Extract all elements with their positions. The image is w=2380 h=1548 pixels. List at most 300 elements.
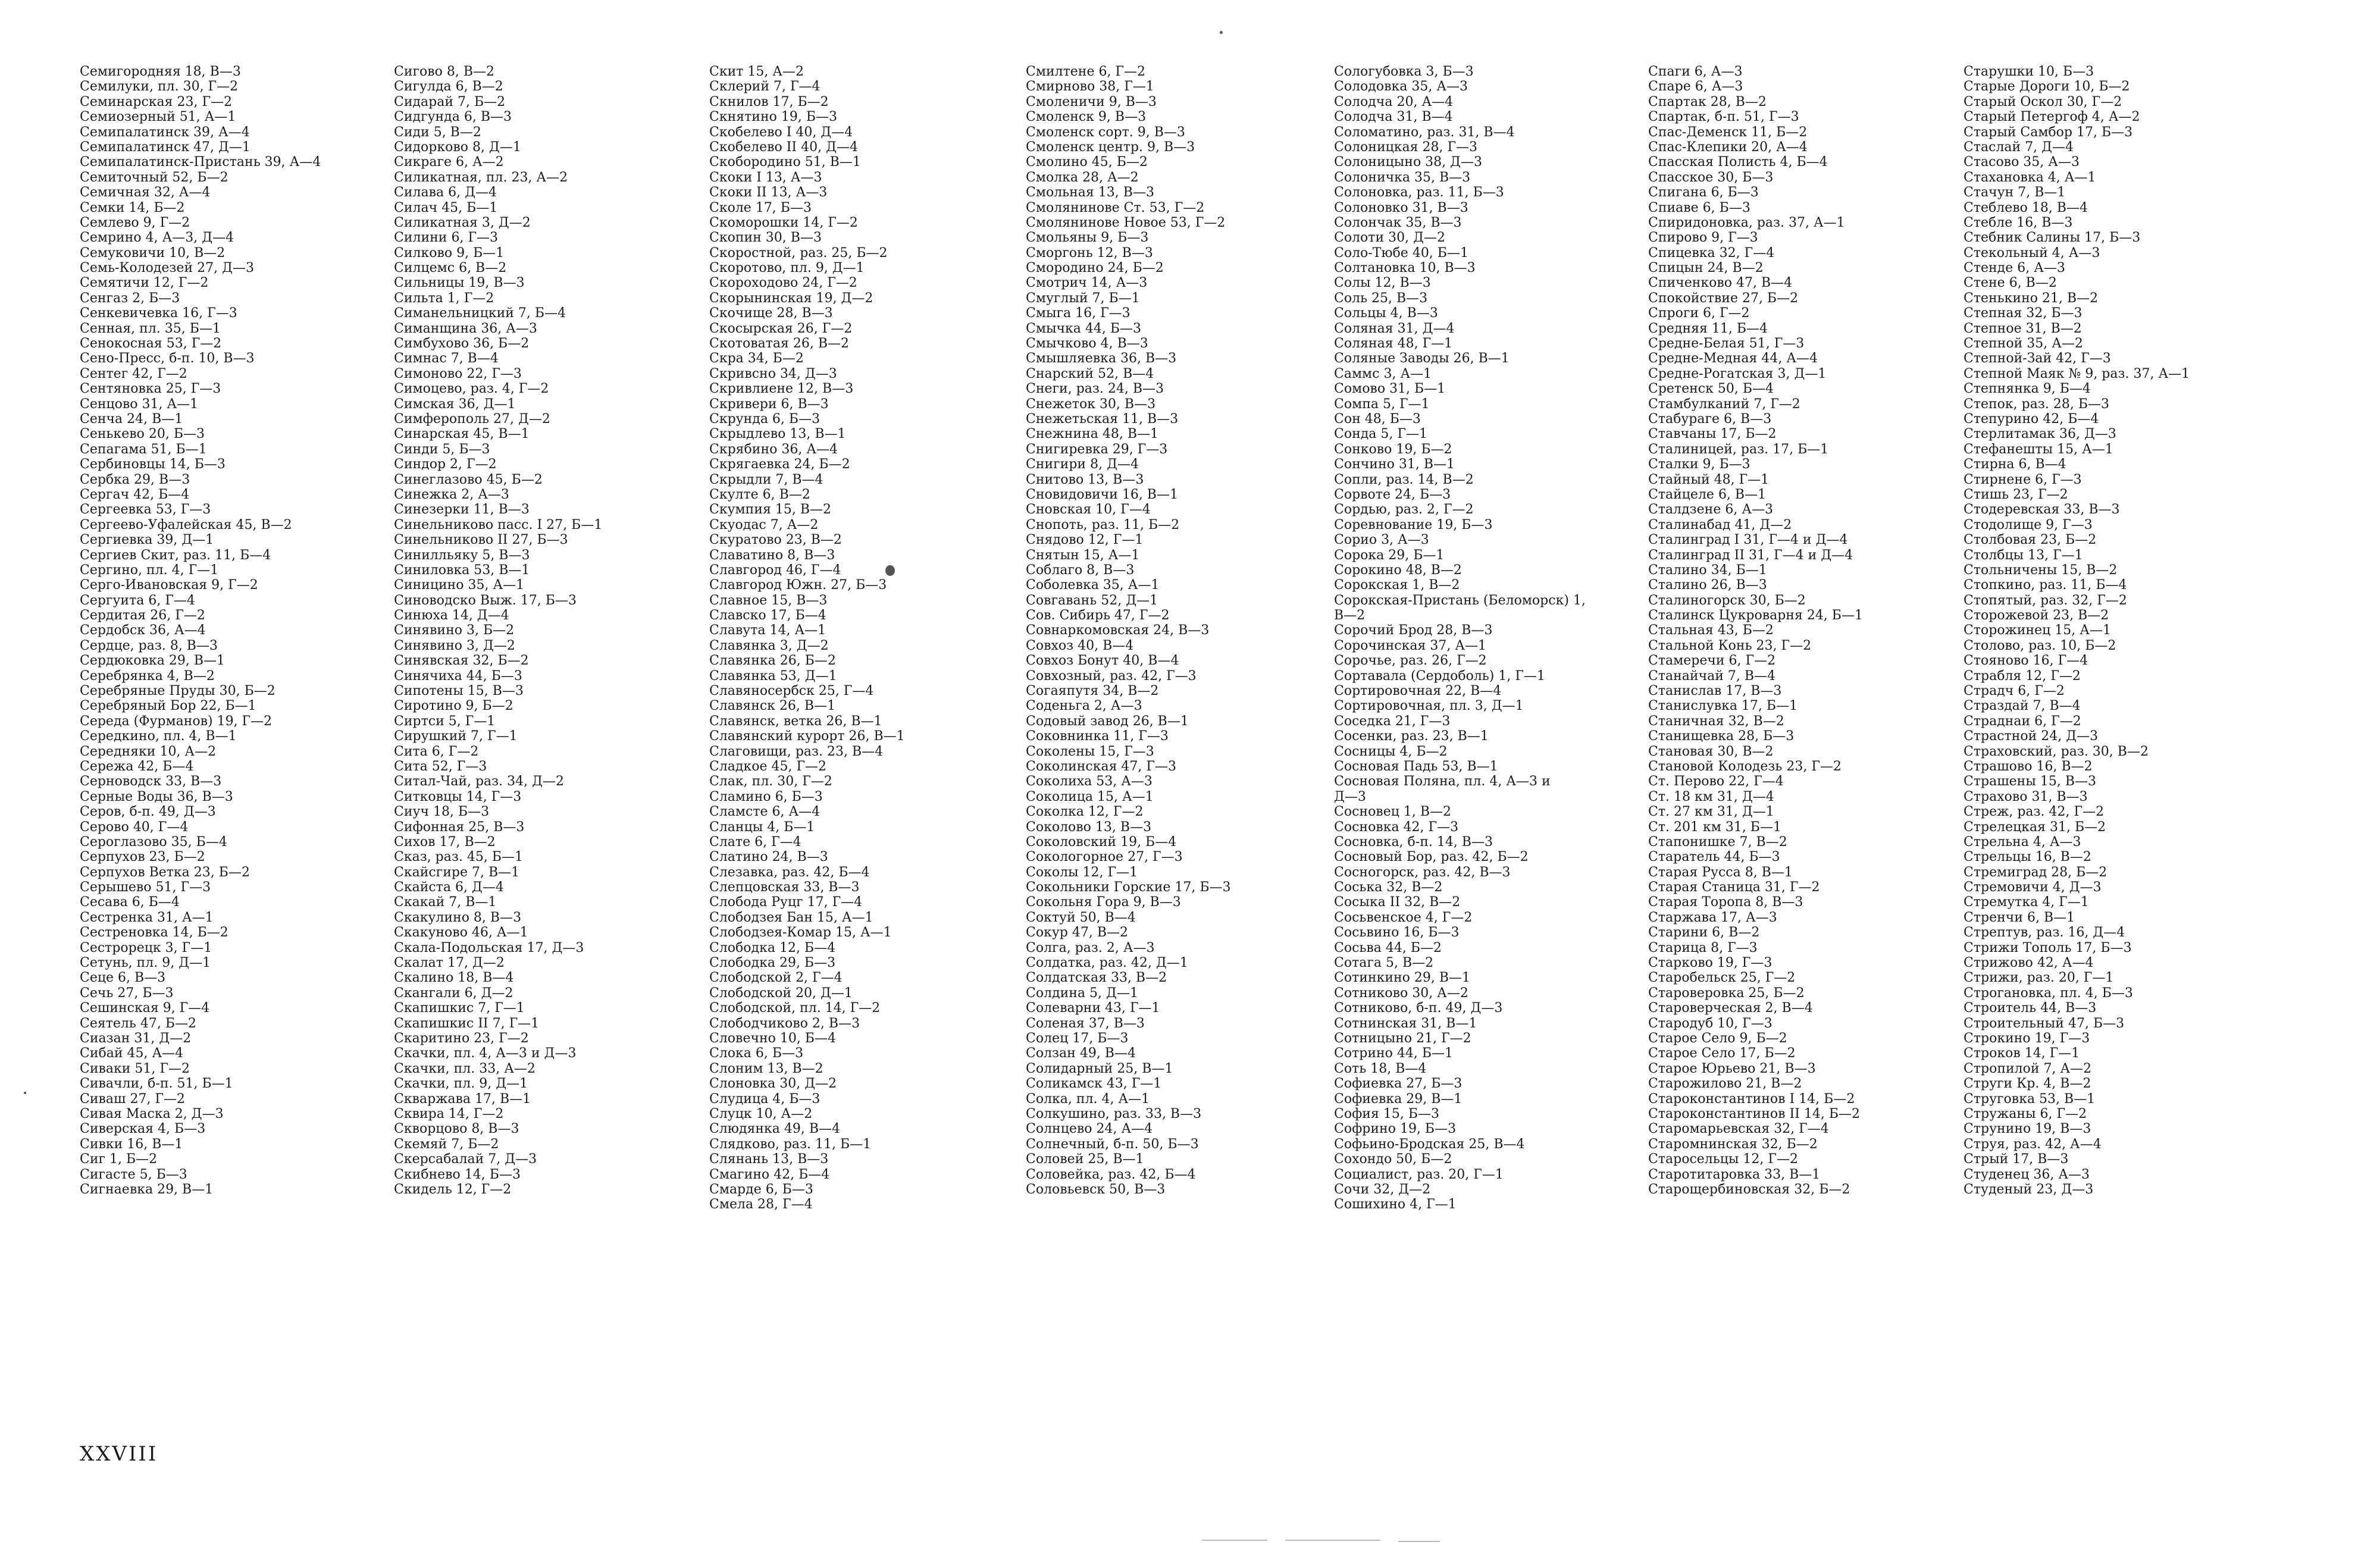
index-entry: Смоленск 9, В—3 bbox=[1026, 109, 1147, 125]
index-entry: Скачки, пл. 4, А—3 и Д—3 bbox=[394, 1046, 577, 1061]
index-entry: Строгановка, пл. 4, Б—3 bbox=[1964, 985, 2133, 1001]
index-entry: Смольная 13, В—3 bbox=[1026, 185, 1154, 200]
scan-edge-mark bbox=[1285, 1540, 1380, 1541]
index-entry: Солоницкая 28, Г—3 bbox=[1334, 139, 1478, 155]
index-entry: Столбовая 23, Б—2 bbox=[1964, 532, 2097, 548]
index-entry: Стапонишке 7, В—2 bbox=[1648, 834, 1787, 850]
index-entry: Соло-Тюбе 40, Б—1 bbox=[1334, 245, 1468, 261]
index-entry: Сивки 16, В—1 bbox=[80, 1136, 183, 1152]
index-entry: Старые Дороги 10, Б—2 bbox=[1964, 79, 2130, 95]
index-entry: Степурино 42, Б—4 bbox=[1964, 411, 2099, 427]
index-entry: Стабураге 6, В—3 bbox=[1648, 411, 1772, 427]
index-entry: Струговка 53, В—1 bbox=[1964, 1091, 2096, 1107]
index-entry: Синюха 14, Д—4 bbox=[394, 608, 509, 623]
index-entry: Симская 36, Д—1 bbox=[394, 396, 516, 412]
index-entry: Славянск, ветка 26, В—1 bbox=[709, 713, 882, 729]
index-column-5 bbox=[1334, 64, 1637, 1212]
index-entry: Сенча 24, В—1 bbox=[80, 411, 183, 427]
index-entry: Сологубовка 3, Б—3 bbox=[1334, 64, 1474, 79]
index-entry: Сентяновка 25, Г—3 bbox=[80, 381, 221, 397]
index-entry: Смагино 42, Б—4 bbox=[709, 1167, 830, 1182]
index-entry: Снопоть, раз. 11, Б—2 bbox=[1026, 517, 1180, 532]
index-entry: Сирушкий 7, Г—1 bbox=[394, 729, 518, 744]
index-entry: Семиозерный 51, А—1 bbox=[80, 109, 236, 125]
index-entry: Скачки, пл. 33, А—2 bbox=[394, 1061, 536, 1076]
index-column-1 bbox=[80, 64, 371, 1197]
index-entry: Сталинград II 31, Г—4 и Д—4 bbox=[1648, 547, 1853, 563]
index-entry: Синельниково II 27, Б—3 bbox=[394, 532, 568, 548]
index-entry: Станищевка 28, Б—3 bbox=[1648, 729, 1795, 744]
index-entry: Солга, раз. 2, А—3 bbox=[1026, 940, 1155, 955]
index-entry: Сенцово 31, А—1 bbox=[80, 396, 199, 412]
index-entry: Спирово 9, Г—3 bbox=[1648, 230, 1758, 246]
index-entry: Степной 35, А—2 bbox=[1964, 336, 2083, 352]
index-entry: Синячиха 44, Б—3 bbox=[394, 668, 522, 684]
index-entry: Симбухово 36, Б—2 bbox=[394, 336, 530, 352]
index-entry: Синезерки 11, В—3 bbox=[394, 502, 530, 518]
index-entry: Скапишкис II 7, Г—1 bbox=[394, 1016, 540, 1031]
index-entry: Снеги, раз. 24, В—3 bbox=[1026, 381, 1164, 397]
index-entry: Сотрино 44, Б—1 bbox=[1334, 1046, 1454, 1061]
index-column-3 bbox=[709, 64, 1007, 1212]
index-entry: Степная 32, Б—3 bbox=[1964, 306, 2082, 321]
index-column-7 bbox=[1964, 64, 2297, 1197]
index-entry: Слюдянка 49, В—4 bbox=[709, 1121, 841, 1137]
index-entry: Стебник Салины 17, Б—3 bbox=[1964, 230, 2141, 246]
index-entry: Спаре 6, А—3 bbox=[1648, 79, 1743, 95]
index-entry: Сигово 8, В—2 bbox=[394, 64, 495, 79]
index-entry: В—2 bbox=[1334, 608, 1366, 623]
index-entry: Сетунь, пл. 9, Д—1 bbox=[80, 955, 211, 971]
index-entry: Сокологорное 27, Г—3 bbox=[1026, 850, 1183, 865]
index-entry: Слаговищи, раз. 23, В—4 bbox=[709, 744, 884, 759]
index-entry: Ст. Перово 22, Г—4 bbox=[1648, 774, 1784, 789]
index-entry: Сосновец 1, В—2 bbox=[1334, 804, 1452, 820]
ink-speck bbox=[1220, 31, 1223, 34]
index-entry: Силцемс 6, В—2 bbox=[394, 261, 507, 276]
index-entry: Ст. 18 км 31, Д—4 bbox=[1648, 789, 1774, 804]
index-entry: Симоново 22, Г—3 bbox=[394, 366, 522, 381]
index-entry: Солнцево 24, А—4 bbox=[1026, 1121, 1153, 1137]
index-entry: Соловейка, раз. 42, Б—4 bbox=[1026, 1167, 1196, 1182]
index-entry: Сталино 26, В—3 bbox=[1648, 578, 1767, 593]
index-entry: Соловей 25, В—1 bbox=[1026, 1152, 1144, 1167]
index-entry: Снарский 52, В—4 bbox=[1026, 366, 1154, 381]
index-entry: Скопин 30, В—3 bbox=[709, 230, 822, 246]
index-entry: Сталдзене 6, А—3 bbox=[1648, 502, 1773, 518]
index-entry: Серышево 51, Г—3 bbox=[80, 880, 211, 895]
index-entry: Сорвоте 24, Б—3 bbox=[1334, 487, 1451, 502]
index-entry: Сталинск Цукроварня 24, Б—1 bbox=[1648, 608, 1863, 623]
index-entry: Студенец 36, А—3 bbox=[1964, 1167, 2090, 1182]
index-entry: Сопли, раз. 14, В—2 bbox=[1334, 472, 1474, 487]
index-entry: Слудица 4, Б—3 bbox=[709, 1091, 821, 1107]
index-entry: Соколовский 19, Б—4 bbox=[1026, 834, 1177, 850]
index-entry: Согаяпутя 34, В—2 bbox=[1026, 684, 1159, 699]
index-entry: Сидарай 7, Б—2 bbox=[394, 94, 506, 109]
index-entry: Старая Торопа 8, В—3 bbox=[1648, 895, 1803, 910]
index-entry: Сикраге 6, А—2 bbox=[394, 155, 504, 170]
index-entry: Серпухов Ветка 23, Б—2 bbox=[80, 864, 250, 880]
index-entry: Соколы 12, Г—1 bbox=[1026, 864, 1138, 880]
index-entry: Спиченково 47, В—4 bbox=[1648, 275, 1793, 291]
index-entry: Станичная 32, В—2 bbox=[1648, 713, 1784, 729]
index-entry: Солкушино, раз. 33, В—3 bbox=[1026, 1106, 1202, 1121]
index-entry: Сосновка, б-п. 14, В—3 bbox=[1334, 834, 1493, 850]
index-entry: Скаритино 23, Г—2 bbox=[394, 1031, 529, 1046]
index-entry: Снежеток 30, В—3 bbox=[1026, 396, 1156, 412]
index-entry: Средняя 11, Б—4 bbox=[1648, 321, 1768, 336]
index-entry: Симанщина 36, А—3 bbox=[394, 321, 537, 336]
index-entry: Стренчи 6, В—1 bbox=[1964, 910, 2075, 925]
index-entry: Старушки 10, Б—3 bbox=[1964, 64, 2094, 79]
index-entry: Соковнинка 11, Г—3 bbox=[1026, 729, 1169, 744]
index-entry: Сохондо 50, Б—2 bbox=[1334, 1152, 1452, 1167]
index-entry: Старосельцы 12, Г—2 bbox=[1648, 1152, 1798, 1167]
index-entry: Синявино 3, Б—2 bbox=[394, 623, 515, 638]
index-entry: Семрино 4, А—3, Д—4 bbox=[80, 230, 234, 246]
index-entry: Страшово 16, В—2 bbox=[1964, 759, 2093, 774]
index-entry: Солодча 20, А—4 bbox=[1334, 94, 1454, 109]
index-entry: Столово, раз. 10, Б—2 bbox=[1964, 638, 2116, 653]
index-entry: Слободзея Бан 15, А—1 bbox=[709, 910, 873, 925]
index-entry: Старомарьевская 32, Г—4 bbox=[1648, 1121, 1829, 1137]
index-entry: Сидгунда 6, В—3 bbox=[394, 109, 512, 125]
index-entry: Сено-Пресс, б-п. 10, В—3 bbox=[80, 351, 255, 366]
index-entry: Скуодас 7, А—2 bbox=[709, 517, 819, 532]
index-entry: Скривлиене 12, В—3 bbox=[709, 381, 854, 397]
index-entry: Старый Оскол 30, Г—2 bbox=[1964, 94, 2122, 109]
index-entry: Стачун 7, В—1 bbox=[1964, 185, 2066, 200]
index-entry: Скалат 17, Д—2 bbox=[394, 955, 505, 971]
index-entry: Семипалатинск-Пристань 39, А—4 bbox=[80, 155, 321, 170]
index-entry: Семь-Колодезей 27, Д—3 bbox=[80, 261, 254, 276]
index-entry: Сердобск 36, А—4 bbox=[80, 623, 206, 638]
index-entry: Скрунда 6, Б—3 bbox=[709, 411, 821, 427]
index-entry: Сергеевка 53, Г—3 bbox=[80, 502, 211, 518]
index-entry: Славгород Южн. 27, Б—3 bbox=[709, 578, 887, 593]
index-entry: Стайный 48, Г—1 bbox=[1648, 472, 1770, 487]
index-entry: Старый Петергоф 4, А—2 bbox=[1964, 109, 2140, 125]
index-entry: Силава 6, Д—4 bbox=[394, 185, 497, 200]
index-entry: Старжава 17, А—3 bbox=[1648, 910, 1777, 925]
index-entry: Слак, пл. 30, Г—2 bbox=[709, 774, 832, 789]
index-entry: Смуглый 7, Б—1 bbox=[1026, 290, 1140, 306]
index-entry: Страднаи 6, Г—2 bbox=[1964, 713, 2081, 729]
index-entry: Смела 28, Г—4 bbox=[709, 1197, 813, 1212]
index-entry: Сильницы 19, В—3 bbox=[394, 275, 525, 291]
index-entry: Славянск 26, В—1 bbox=[709, 698, 836, 714]
index-entry: Синди 5, Б—3 bbox=[394, 441, 490, 457]
index-entry: Стебле 16, В—3 bbox=[1964, 215, 2073, 230]
index-entry: Софрино 19, Б—3 bbox=[1334, 1121, 1457, 1137]
index-entry: Сосьвино 16, Б—3 bbox=[1334, 925, 1460, 941]
index-entry: Спасское 30, Б—3 bbox=[1648, 170, 1774, 185]
index-entry: Солдина 5, Д—1 bbox=[1026, 985, 1138, 1001]
index-entry: Старощербиновская 32, Б—2 bbox=[1648, 1182, 1850, 1197]
index-entry: Славута 14, А—1 bbox=[709, 623, 826, 638]
index-entry: Соловьевск 50, В—3 bbox=[1026, 1182, 1166, 1197]
index-entry: Силач 45, Б—1 bbox=[394, 200, 498, 215]
index-entry: Староконстантинов I 14, Б—2 bbox=[1648, 1091, 1855, 1107]
index-entry: Скнятино 19, Б—3 bbox=[709, 109, 838, 125]
index-entry: Стенькино 21, В—2 bbox=[1964, 290, 2099, 306]
index-entry: Скра 34, Б—2 bbox=[709, 351, 804, 366]
index-entry: Слоним 13, В—2 bbox=[709, 1061, 823, 1076]
index-entry: Сортавала (Сердоболь) 1, Г—1 bbox=[1334, 668, 1545, 684]
index-entry: Сонково 19, Б—2 bbox=[1334, 441, 1452, 457]
index-entry: Солоновка, раз. 11, Б—3 bbox=[1334, 185, 1504, 200]
index-entry: Совхозный, раз. 42, Г—3 bbox=[1026, 668, 1197, 684]
index-entry: Стрельна 4, А—3 bbox=[1964, 834, 2081, 850]
index-entry: Синилльяку 5, В—3 bbox=[394, 547, 530, 563]
index-entry: Стопкино, раз. 11, Б—4 bbox=[1964, 578, 2127, 593]
index-entry: Стефанешты 15, А—1 bbox=[1964, 441, 2113, 457]
index-entry: Спас-Клепики 20, А—4 bbox=[1648, 139, 1808, 155]
index-entry: Скочище 28, В—3 bbox=[709, 306, 833, 321]
index-entry: Сесава 6, Б—4 bbox=[80, 895, 180, 910]
index-entry: Скумпия 15, В—2 bbox=[709, 502, 831, 518]
index-entry: Синиловка 53, В—1 bbox=[394, 562, 530, 578]
index-entry: Страшены 15, В—3 bbox=[1964, 774, 2096, 789]
index-entry: Солодча 31, В—4 bbox=[1334, 109, 1453, 125]
index-entry: Синельниково пасс. I 27, Б—1 bbox=[394, 517, 603, 532]
index-entry: Сентег 42, Г—2 bbox=[80, 366, 187, 381]
index-entry: Соревнование 19, Б—3 bbox=[1334, 517, 1493, 532]
index-entry: Струнино 19, В—3 bbox=[1964, 1121, 2091, 1137]
index-entry: Сихов 17, В—2 bbox=[394, 834, 496, 850]
index-entry: Стамеречи 6, Г—2 bbox=[1648, 653, 1776, 669]
index-entry: Синицино 35, А—1 bbox=[394, 578, 525, 593]
index-entry: Сиг 1, Б—2 bbox=[80, 1152, 158, 1167]
index-entry: Соседка 21, Г—3 bbox=[1334, 713, 1451, 729]
index-entry: Сенная, пл. 35, Б—1 bbox=[80, 321, 221, 336]
index-entry: Серебряный Бор 22, Б—1 bbox=[80, 698, 256, 714]
index-entry: Сибай 45, А—4 bbox=[80, 1046, 184, 1061]
index-entry: Соляные Заводы 26, В—1 bbox=[1334, 351, 1510, 366]
index-entry: Слате 6, Г—4 bbox=[709, 834, 801, 850]
index-entry: Сорочий Брод 28, В—3 bbox=[1334, 623, 1493, 638]
index-entry: Слезавка, раз. 42, Б—4 bbox=[709, 864, 870, 880]
index-entry: Совхоз 40, В—4 bbox=[1026, 638, 1134, 653]
index-entry: Славное 15, В—3 bbox=[709, 593, 828, 608]
index-entry: Синявино 3, Д—2 bbox=[394, 638, 515, 653]
index-entry: Сталки 9, Б—3 bbox=[1648, 457, 1750, 472]
index-entry: Сов. Сибирь 47, Г—2 bbox=[1026, 608, 1170, 623]
index-entry: Сенгаз 2, Б—3 bbox=[80, 290, 180, 306]
index-entry: Солидарный 25, В—1 bbox=[1026, 1061, 1173, 1076]
index-entry: Сергач 42, Б—4 bbox=[80, 487, 190, 502]
index-entry: Ситал-Чай, раз. 34, Д—2 bbox=[394, 774, 565, 789]
index-entry: Спаги 6, А—3 bbox=[1648, 64, 1743, 79]
index-entry: Стене 6, В—2 bbox=[1964, 275, 2057, 291]
index-entry: Сивачли, б-п. 51, Б—1 bbox=[80, 1076, 233, 1092]
index-entry: Сказ, раз. 45, Б—1 bbox=[394, 850, 524, 865]
index-entry: Синоводско Выж. 17, Б—3 bbox=[394, 593, 577, 608]
index-entry: Сморгонь 12, В—3 bbox=[1026, 245, 1153, 261]
index-entry: Сталинабад 41, Д—2 bbox=[1648, 517, 1792, 532]
index-entry: Солы 12, В—3 bbox=[1334, 275, 1431, 291]
index-entry: Сиверская 4, Б—3 bbox=[80, 1121, 206, 1137]
index-entry: Слатино 24, В—3 bbox=[709, 850, 828, 865]
index-entry: Сешинская 9, Г—4 bbox=[80, 1001, 210, 1016]
index-entry: Стодеревская 33, В—3 bbox=[1964, 502, 2120, 518]
index-entry: Снядово 12, Г—1 bbox=[1026, 532, 1144, 548]
index-entry: Сенькево 20, Б—3 bbox=[80, 427, 205, 442]
index-entry: Старый Самбор 17, Б—3 bbox=[1964, 124, 2133, 140]
index-entry: Солоницыно 38, Д—3 bbox=[1334, 155, 1483, 170]
index-entry: Стреж, раз. 42, Г—2 bbox=[1964, 804, 2105, 820]
index-entry: Соляная 48, Г—1 bbox=[1334, 336, 1453, 352]
index-entry: Скорынинская 19, Д—2 bbox=[709, 290, 873, 306]
index-entry: Страбля 12, Г—2 bbox=[1964, 668, 2081, 684]
index-entry: Скнилов 17, Б—2 bbox=[709, 94, 829, 109]
index-entry: Скакай 7, В—1 bbox=[394, 895, 497, 910]
index-entry: Серноводск 33, В—3 bbox=[80, 774, 222, 789]
index-entry: Сероглазово 35, Б—4 bbox=[80, 834, 227, 850]
index-entry: Смоленск центр. 9, В—3 bbox=[1026, 139, 1195, 155]
index-entry: Строитель 44, В—3 bbox=[1964, 1001, 2097, 1016]
index-entry: Софиевка 27, Б—3 bbox=[1334, 1076, 1463, 1092]
index-entry: Средне-Рогатская 3, Д—1 bbox=[1648, 366, 1827, 381]
index-entry: Софиевка 29, В—1 bbox=[1334, 1091, 1463, 1107]
index-entry: Солодовка 35, А—3 bbox=[1334, 79, 1468, 95]
index-entry: Скерсабалай 7, Д—3 bbox=[394, 1152, 537, 1167]
index-entry: Сортировочная, пл. 3, Д—1 bbox=[1334, 698, 1524, 714]
index-entry: Смотрич 14, А—3 bbox=[1026, 275, 1148, 291]
index-entry: Струя, раз. 42, А—4 bbox=[1964, 1136, 2102, 1152]
index-entry: Становая 30, В—2 bbox=[1648, 744, 1774, 759]
index-entry: Старица 8, Г—3 bbox=[1648, 940, 1758, 955]
index-entry: Стопятый, раз. 32, Г—2 bbox=[1964, 593, 2127, 608]
index-entry: Сестреновка 14, Б—2 bbox=[80, 925, 228, 941]
index-entry: Старково 19, Г—3 bbox=[1648, 955, 1773, 971]
index-entry: Сеятель 47, Б—2 bbox=[80, 1016, 197, 1031]
index-entry: Стародуб 10, Г—3 bbox=[1648, 1016, 1773, 1031]
index-entry: Соська 32, В—2 bbox=[1334, 880, 1443, 895]
index-entry: Социалист, раз. 20, Г—1 bbox=[1334, 1167, 1504, 1182]
index-entry: Стайцеле 6, В—1 bbox=[1648, 487, 1767, 502]
index-entry: Слободзея-Комар 15, А—1 bbox=[709, 925, 892, 941]
index-entry: Солдатка, раз. 42, Д—1 bbox=[1026, 955, 1188, 971]
index-entry: Сновидовичи 16, В—1 bbox=[1026, 487, 1178, 502]
index-entry: Соктуй 50, В—4 bbox=[1026, 910, 1136, 925]
index-entry: Смилтене 6, Г—2 bbox=[1026, 64, 1145, 79]
index-entry: Соденьга 2, А—3 bbox=[1026, 698, 1142, 714]
index-entry: Смолянинове Новое 53, Г—2 bbox=[1026, 215, 1226, 230]
index-entry: Семилуки, пл. 30, Г—2 bbox=[80, 79, 239, 95]
index-entry: Сотинкино 29, В—1 bbox=[1334, 970, 1471, 986]
index-entry: Стирна 6, В—4 bbox=[1964, 457, 2066, 472]
index-entry: Сердце, раз. 8, В—3 bbox=[80, 638, 218, 653]
index-entry: Синявская 32, Б—2 bbox=[394, 653, 529, 669]
index-entry: Сталино 34, Б—1 bbox=[1648, 562, 1767, 578]
index-entry: Скосырская 26, Г—2 bbox=[709, 321, 853, 336]
index-entry: Слободской, пл. 14, Г—2 bbox=[709, 1001, 881, 1016]
index-entry: Сечь 27, Б—3 bbox=[80, 985, 174, 1001]
index-entry: Слядково, раз. 11, Б—1 bbox=[709, 1136, 872, 1152]
index-entry: Серпухов 23, Б—2 bbox=[80, 850, 205, 865]
index-entry: Семигородняя 18, В—3 bbox=[80, 64, 241, 79]
index-entry: Скемяй 7, Б—2 bbox=[394, 1136, 499, 1152]
index-entry: Смоленичи 9, В—3 bbox=[1026, 94, 1157, 109]
index-entry: Синеглазово 45, Б—2 bbox=[394, 472, 543, 487]
index-entry: Семуковичи 10, В—2 bbox=[80, 245, 226, 261]
index-entry: Софьино-Бродская 25, В—4 bbox=[1334, 1136, 1525, 1152]
ink-speck bbox=[885, 565, 895, 576]
index-entry: Слуцк 10, А—2 bbox=[709, 1106, 813, 1121]
index-entry: Слободчиково 2, В—3 bbox=[709, 1016, 860, 1031]
index-entry: Слободка 29, Б—3 bbox=[709, 955, 836, 971]
index-entry: Смородино 24, Б—2 bbox=[1026, 261, 1164, 276]
index-entry: Ст. 27 км 31, Д—1 bbox=[1648, 804, 1774, 820]
index-entry: Старое Юрьево 21, В—3 bbox=[1648, 1061, 1816, 1076]
index-entry: Скрябино 36, А—4 bbox=[709, 441, 838, 457]
index-entry: Славянка 26, Б—2 bbox=[709, 653, 836, 669]
index-entry: Спиаве 6, Б—3 bbox=[1648, 200, 1750, 215]
index-entry: Сончино 31, В—1 bbox=[1334, 457, 1455, 472]
index-column-6 bbox=[1648, 64, 1958, 1197]
index-entry: Соль 25, В—3 bbox=[1334, 290, 1428, 306]
index-entry: Степок, раз. 28, Б—3 bbox=[1964, 396, 2109, 412]
index-entry: Серов, б-п. 49, Д—3 bbox=[80, 804, 216, 820]
index-entry: Стрижи, раз. 20, Г—1 bbox=[1964, 970, 2114, 986]
index-entry: Станислав 17, В—3 bbox=[1648, 684, 1782, 699]
index-entry: Сладкое 45, Г—2 bbox=[709, 759, 827, 774]
index-entry: Славско 17, Б—4 bbox=[709, 608, 826, 623]
index-entry: Сиротино 9, Б—2 bbox=[394, 698, 513, 714]
index-entry: Солончак 35, В—3 bbox=[1334, 215, 1462, 230]
index-entry: Снежнина 48, В—1 bbox=[1026, 427, 1158, 442]
index-entry: Стасово 35, А—3 bbox=[1964, 155, 2080, 170]
index-entry: Соть 18, В—4 bbox=[1334, 1061, 1427, 1076]
index-entry: Солнечный, б-п. 50, Б—3 bbox=[1026, 1136, 1199, 1152]
index-entry: Соболевка 35, А—1 bbox=[1026, 578, 1160, 593]
index-entry: Студеный 23, Д—3 bbox=[1964, 1182, 2094, 1197]
index-entry: Старожилово 21, В—2 bbox=[1648, 1076, 1802, 1092]
index-entry: Сосницы 4, Б—2 bbox=[1334, 744, 1448, 759]
index-entry: Скоротово, пл. 9, Д—1 bbox=[709, 261, 865, 276]
index-entry: Середа (Фурманов) 19, Г—2 bbox=[80, 713, 273, 729]
index-entry: Струги Кр. 4, В—2 bbox=[1964, 1076, 2091, 1092]
index-entry: Силини 6, Г—3 bbox=[394, 230, 499, 246]
index-entry: Сосыка II 32, В—2 bbox=[1334, 895, 1461, 910]
index-entry: Скривери 6, В—3 bbox=[709, 396, 829, 412]
index-entry: Смольяны 9, Б—3 bbox=[1026, 230, 1149, 246]
index-entry: Совнаркомовская 24, В—3 bbox=[1026, 623, 1210, 638]
index-entry: Синежка 2, А—3 bbox=[394, 487, 509, 502]
index-entry: Сигнаевка 29, В—1 bbox=[80, 1182, 214, 1197]
index-entry: Силикатная 3, Д—2 bbox=[394, 215, 531, 230]
index-entry: Стольничены 15, В—2 bbox=[1964, 562, 2118, 578]
index-entry: Сламино 6, Б—3 bbox=[709, 789, 823, 804]
index-entry: Скворцово 8, В—3 bbox=[394, 1121, 519, 1137]
index-entry: Сосновая Падь 53, В—1 bbox=[1334, 759, 1498, 774]
index-entry: Славатино 8, В—3 bbox=[709, 547, 835, 563]
index-entry: Смирново 38, Г—1 bbox=[1026, 79, 1154, 95]
index-entry: Сорочинская 37, А—1 bbox=[1334, 638, 1486, 653]
index-entry: Скибнево 14, Б—3 bbox=[394, 1167, 521, 1182]
index-entry: Скобелево I 40, Д—4 bbox=[709, 124, 853, 140]
index-entry: Скороходово 24, Г—2 bbox=[709, 275, 857, 291]
index-entry: Степное 31, В—2 bbox=[1964, 321, 2082, 336]
index-entry: Снитово 13, В—3 bbox=[1026, 472, 1144, 487]
index-entry: Стрижи Тополь 17, Б—3 bbox=[1964, 940, 2132, 955]
index-entry: Симанельницкий 7, Б—4 bbox=[394, 306, 566, 321]
index-entry: Сорокская-Пристань (Беломорск) 1, bbox=[1334, 593, 1586, 608]
index-entry: Стропилой 7, А—2 bbox=[1964, 1061, 2092, 1076]
index-entry: Строительный 47, Б—3 bbox=[1964, 1016, 2125, 1031]
